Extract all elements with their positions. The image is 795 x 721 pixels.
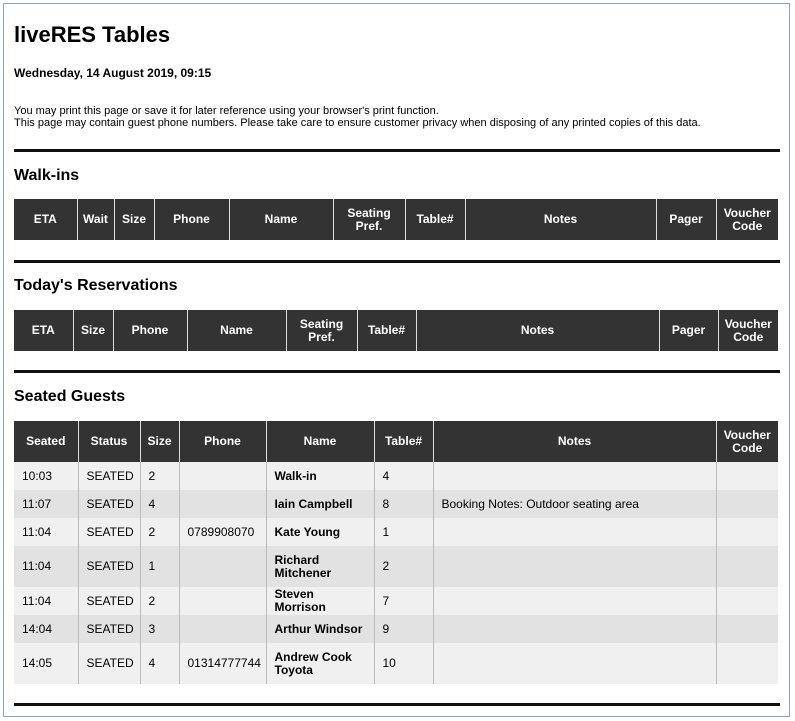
cell-seated: 11:04 (14, 587, 78, 615)
seated-title: Seated Guests (14, 388, 126, 405)
walkins-title: Walk-ins (14, 167, 80, 184)
column-header: Voucher Code (716, 421, 778, 462)
cell-name: Andrew Cook Toyota (266, 643, 374, 684)
cell-notes (433, 615, 716, 643)
cell-status: SEATED (78, 643, 140, 684)
cell-seated: 14:04 (14, 615, 78, 643)
column-header: Pager (659, 310, 718, 351)
cell-table: 10 (374, 643, 433, 684)
cell-notes (433, 546, 716, 587)
cell-phone (179, 490, 266, 518)
cell-notes (433, 643, 716, 684)
table-row[interactable] (14, 546, 778, 587)
cell-status: SEATED (78, 546, 140, 587)
column-header: Seated (14, 421, 78, 462)
walkins-table (14, 199, 778, 240)
column-header: Table# (357, 310, 416, 351)
column-header: Size (114, 199, 154, 240)
section-divider (14, 370, 780, 373)
cell-name: Richard Mitchener (266, 546, 374, 587)
column-header: ETA (14, 310, 73, 351)
section-divider (14, 703, 780, 706)
cell-table: 9 (374, 615, 433, 643)
column-header: Seating Pref. (286, 310, 357, 351)
seated-table-body (14, 462, 778, 684)
column-header: Phone (113, 310, 187, 351)
column-header: Phone (179, 421, 266, 462)
cell-size: 2 (140, 518, 179, 546)
cell-notes (433, 462, 716, 490)
cell-size: 2 (140, 587, 179, 615)
cell-voucher (716, 546, 778, 587)
column-header: ETA (14, 199, 77, 240)
column-header: Notes (465, 199, 656, 240)
cell-table: 2 (374, 546, 433, 587)
cell-notes (433, 518, 716, 546)
cell-size: 1 (140, 546, 179, 587)
cell-voucher (716, 518, 778, 546)
cell-status: SEATED (78, 587, 140, 615)
column-header: Voucher Code (718, 310, 778, 351)
reservations-table (14, 310, 778, 351)
cell-name: Walk-in (266, 462, 374, 490)
cell-phone: 0789908070 (179, 518, 266, 546)
cell-status: SEATED (78, 518, 140, 546)
cell-status: SEATED (78, 490, 140, 518)
column-header: Seating Pref. (333, 199, 405, 240)
cell-phone (179, 546, 266, 587)
cell-table: 4 (374, 462, 433, 490)
print-page-frame (3, 3, 790, 717)
cell-phone (179, 615, 266, 643)
cell-phone: 01314777744 (179, 643, 266, 684)
cell-status: SEATED (78, 462, 140, 490)
column-header: Table# (374, 421, 433, 462)
cell-table: 8 (374, 490, 433, 518)
cell-voucher (716, 615, 778, 643)
report-datetime: Wednesday, 14 August 2019, 09:15 (14, 66, 212, 80)
cell-notes (433, 587, 716, 615)
cell-size: 4 (140, 643, 179, 684)
reservations-header-row (14, 310, 778, 351)
column-header: Wait (77, 199, 114, 240)
cell-voucher (716, 462, 778, 490)
column-header: Size (73, 310, 113, 351)
cell-name: Steven Morrison (266, 587, 374, 615)
cell-size: 2 (140, 462, 179, 490)
table-row[interactable] (14, 587, 778, 615)
table-row[interactable] (14, 462, 778, 490)
print-info (14, 105, 701, 129)
cell-phone (179, 462, 266, 490)
cell-name: Iain Campbell (266, 490, 374, 518)
cell-size: 3 (140, 615, 179, 643)
section-divider (14, 149, 780, 152)
cell-notes: Booking Notes: Outdoor seating area (433, 490, 716, 518)
column-header: Name (187, 310, 286, 351)
table-row[interactable] (14, 615, 778, 643)
print-info-line: You may print this page or save it for later reference using your browser's print function. (14, 105, 439, 117)
cell-seated: 10:03 (14, 462, 78, 490)
table-row[interactable] (14, 643, 778, 684)
column-header: Notes (433, 421, 716, 462)
column-header: Name (266, 421, 374, 462)
column-header: Phone (154, 199, 229, 240)
privacy-info-line: This page may contain guest phone numbers. Please take care to ensure customer privacy when disposing of any printed copies of this data. (14, 117, 701, 129)
cell-name: Kate Young (266, 518, 374, 546)
seated-table (14, 421, 778, 684)
cell-voucher (716, 587, 778, 615)
page-title: liveRES Tables (14, 22, 171, 47)
column-header: Notes (416, 310, 659, 351)
seated-header-row (14, 421, 778, 462)
cell-seated: 11:04 (14, 546, 78, 587)
column-header: Status (78, 421, 140, 462)
column-header: Voucher Code (716, 199, 778, 240)
cell-status: SEATED (78, 615, 140, 643)
cell-size: 4 (140, 490, 179, 518)
reservations-title: Today's Reservations (14, 277, 178, 294)
cell-table: 1 (374, 518, 433, 546)
column-header: Table# (405, 199, 465, 240)
cell-seated: 14:05 (14, 643, 78, 684)
cell-name: Arthur Windsor (266, 615, 374, 643)
cell-seated: 11:04 (14, 518, 78, 546)
cell-seated: 11:07 (14, 490, 78, 518)
column-header: Size (140, 421, 179, 462)
cell-table: 7 (374, 587, 433, 615)
cell-phone (179, 587, 266, 615)
walkins-header-row (14, 199, 778, 240)
column-header: Pager (656, 199, 716, 240)
cell-voucher (716, 490, 778, 518)
cell-voucher (716, 643, 778, 684)
section-divider (14, 260, 780, 263)
column-header: Name (229, 199, 333, 240)
table-row[interactable] (14, 490, 778, 518)
table-row[interactable] (14, 518, 778, 546)
